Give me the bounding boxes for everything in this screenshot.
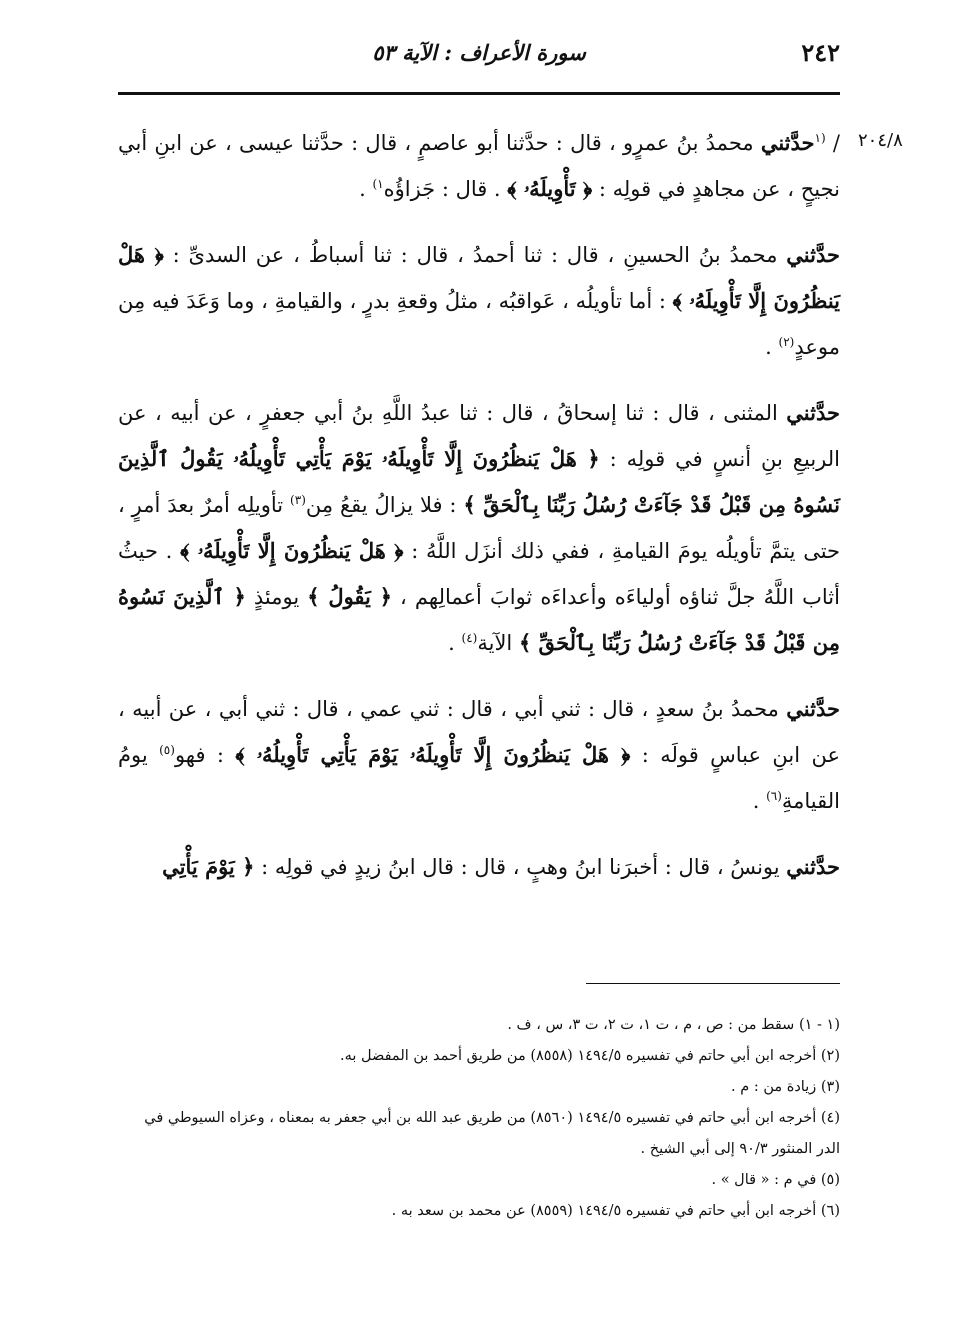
- footnote-marker: (٥): [159, 743, 175, 757]
- quran-quote: ﴿ تَأْوِيلَهُۥ ﴾: [507, 176, 593, 201]
- footnote-marker: (٢): [778, 335, 795, 349]
- narration-lead: حدَّثني: [786, 400, 840, 425]
- margin-reference: ٢٠٤/٨: [858, 130, 903, 151]
- text-segment: تأويلِه أمرٌ بعدَ أمرٍ ، حتى يتمَّ تأويلُه يومَ القيامةِ ، ففي ذلك أنزَل اللَّهُ :: [118, 493, 841, 563]
- narration-lead: حدَّثني: [786, 242, 840, 267]
- quran-quote: ﴿ هَلْ يَنظُرُونَ إِلَّا تَأْوِيلَهُۥ يَوْمَ يَأْتِي تَأْوِيلُهُۥ يَقُولُ ٱلَّذِينَ نَسُوهُ مِن قَبْلُ قَدْ جَآءَتْ رُسُلُ رَبِّنَا بِٱلْحَقِّ ﴾: [118, 446, 840, 517]
- text-segment: .: [752, 789, 767, 813]
- paragraph: [118, 686, 840, 824]
- quran-quote: ﴿ هَلْ يَنظُرُونَ إِلَّا تَأْوِيلَهُۥ يَوْمَ يَأْتِي تَأْوِيلُهُۥ ﴾: [235, 742, 631, 767]
- text-segment: /: [825, 131, 840, 155]
- paragraph: [118, 844, 840, 890]
- narration-lead: حدَّثني: [760, 130, 815, 155]
- paragraph: [118, 120, 840, 212]
- page-number: ٢٤٢: [801, 38, 840, 67]
- text-segment: .: [765, 335, 779, 359]
- text-segment: . حيثُ أثاب اللَّهُ جلَّ ثناؤه أولياءَه وأعداءَه ثوابَ أعمالِهم ،: [118, 539, 840, 609]
- text-segment: محمدُ بنُ الحسينِ ، قال : ثنا أحمدُ ، قال : ثنا أسباطُ ، عن السدىِّ :: [163, 243, 787, 267]
- footnote: (٦) أخرجه ابن أبي حاتم في تفسيره ١٤٩٤/٥ (٨٥٥٩) عن محمد بن سعد به .: [391, 1203, 840, 1219]
- quran-quote: ﴿ هَلْ يَنظُرُونَ إِلَّا تَأْوِيلَهُۥ ﴾: [180, 538, 404, 563]
- footnote-rule: [586, 983, 840, 984]
- text-segment: يومُ القيامةِ: [118, 743, 840, 813]
- quran-quote: ﴿ يَقُولُ ﴾: [307, 584, 392, 609]
- quran-quote: ﴿ هَلْ يَنظُرُونَ إِلَّا تَأْوِيلَهُۥ ﴾: [118, 242, 840, 313]
- footnote: (١ - ١) سقط من : ص ، م ، ت ١، ت ٢، ت ٣، س ، ف .: [507, 1017, 840, 1033]
- text-segment: : أما تأويلُه ، عَواقبُه ، مثلُ وقعةِ بدرٍ ، والقيامةِ ، وما وَعَدَ فيه مِن موعدٍ: [118, 289, 840, 359]
- quran-quote: ﴿ ٱلَّذِينَ نَسُوهُ مِن قَبْلُ قَدْ جَآءَتْ رُسُلُ رَبِّنَا بِٱلْحَقِّ ﴾: [118, 584, 840, 655]
- text-segment: محمدُ بنُ عمرٍو ، قال : حدَّثنا أبو عاصمٍ ، قال : حدَّثنا عيسى ، عن ابنِ أبي نجيحٍ ، عن مجاهدٍ في قولِه :: [118, 131, 840, 201]
- footnote: (٤) أخرجه ابن أبي حاتم في تفسيره ١٤٩٤/٥ (٨٥٦٠) من طريق عبد الله بن أبي جعفر به بمعناه ، وعزاه السيوطي في الدر المنثور ٩٠/٣ إلى أبي الشيخ .: [144, 1110, 840, 1157]
- footnote-marker: (٦): [766, 789, 782, 803]
- footnote: (٢) أخرجه ابن أبي حاتم في تفسيره ١٤٩٤/٥ (٨٥٥٨) من طريق أحمد بن المفضل به.: [340, 1048, 840, 1064]
- main-text: [118, 120, 840, 910]
- text-segment: يومئذٍ: [245, 585, 308, 609]
- footnote: (٣) زيادة من : م .: [731, 1079, 840, 1095]
- page-header: [118, 38, 840, 78]
- text-segment: المثنى ، قال : ثنا إسحاقُ ، قال : ثنا عبدُ اللَّهِ بنُ أبي جعفرٍ ، عن أبيه ، عن الربيعِ بنِ أنسٍ في قولِه :: [118, 401, 840, 471]
- footnote-marker: (٣): [290, 493, 306, 507]
- footnotes: [118, 1010, 840, 1227]
- text-segment: : فهو: [174, 743, 236, 767]
- paragraph: [118, 232, 840, 370]
- text-segment: .: [448, 631, 462, 655]
- text-segment: يونسُ ، قال : أخبرَنا ابنُ وهبٍ ، قال : قال ابنُ زيدٍ في قولِه :: [254, 855, 787, 879]
- header-rule: [118, 92, 840, 95]
- text-segment: .: [359, 177, 373, 201]
- footnote-marker: (١: [814, 131, 826, 145]
- text-segment: محمدُ بنُ سعدٍ ، قال : ثني أبي ، قال : ثني عمي ، قال : ثني أبي ، عن أبيه ، عن ابنِ عباسٍ قولَه :: [118, 697, 841, 767]
- text-segment: : فلا يزالُ يقعُ مِن: [305, 493, 464, 517]
- footnote-marker: (٤): [461, 631, 478, 645]
- text-segment: الآية: [477, 631, 519, 655]
- running-title: سورة الأعراف : الآية ٥٣: [372, 40, 586, 65]
- footnote: (٥) في م : « قال » .: [711, 1172, 840, 1188]
- narration-lead: حدَّثني: [786, 696, 840, 721]
- footnote-marker: ١): [372, 177, 384, 191]
- narration-lead: حدَّثني: [786, 854, 840, 879]
- paragraph: [118, 390, 840, 666]
- text-segment: . قال : جَزاؤُه: [383, 177, 508, 201]
- quran-quote: ﴿ يَوْمَ يَأْتِي: [162, 854, 255, 879]
